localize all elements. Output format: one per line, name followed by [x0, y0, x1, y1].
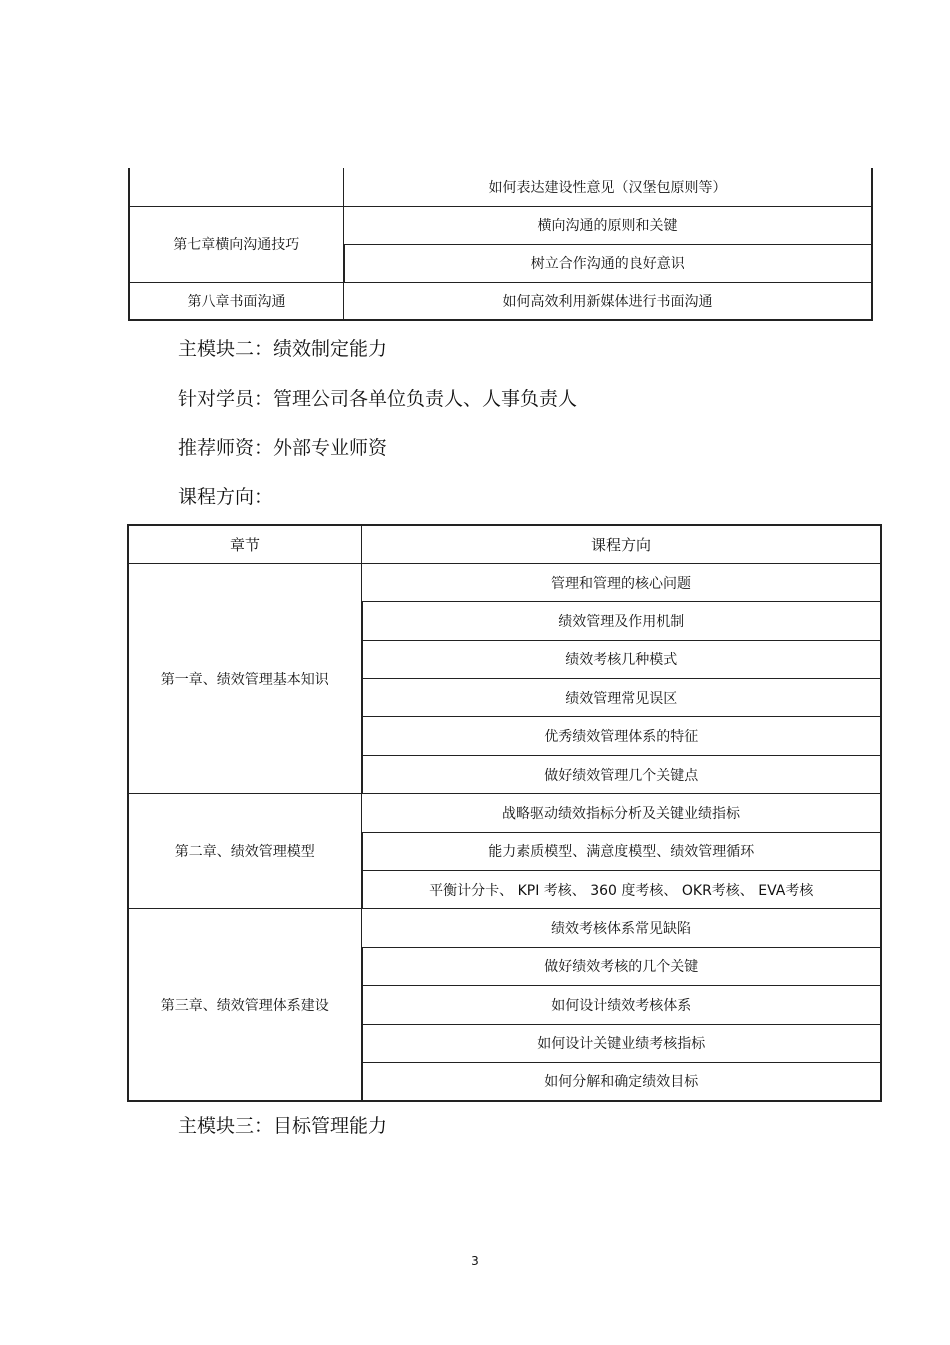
topic-cell: 如何表达建设性意见（汉堡包原则等） — [344, 168, 873, 206]
module-2-title: 主模块二：绩效制定能力 — [178, 338, 388, 360]
module-3-title: 主模块三：目标管理能力 — [178, 1115, 388, 1137]
table-header-row — [128, 525, 881, 563]
column-header-direction: 课程方向 — [362, 525, 882, 563]
topic-cell: 如何分解和确定绩效目标 — [362, 1062, 882, 1100]
column-header-chapter: 章节 — [128, 525, 362, 563]
course-table-module-2 — [127, 524, 882, 1102]
module-2-audience: 针对学员：管理公司各单位负责人、人事负责人 — [178, 388, 578, 410]
topic-cell: 平衡计分卡、 KPI 考核、 360 度考核、 OKR考核、 EVA考核 — [362, 871, 882, 909]
topic-cell: 绩效考核几种模式 — [362, 640, 882, 678]
table-row — [129, 282, 872, 320]
table-row — [129, 206, 872, 244]
table-row — [128, 794, 881, 832]
topic-cell: 战略驱动绩效指标分析及关键业绩指标 — [362, 794, 882, 832]
module-2-direction-label: 课程方向： — [178, 486, 274, 508]
topic-cell: 做好绩效考核的几个关键 — [362, 947, 882, 985]
topic-cell: 做好绩效管理几个关键点 — [362, 755, 882, 793]
table-row — [129, 168, 872, 206]
topic-cell: 横向沟通的原则和关键 — [344, 206, 873, 244]
topic-cell: 如何设计关键业绩考核指标 — [362, 1024, 882, 1062]
topic-cell: 如何设计绩效考核体系 — [362, 986, 882, 1024]
topic-cell: 绩效考核体系常见缺陷 — [362, 909, 882, 947]
topic-cell: 优秀绩效管理体系的特征 — [362, 717, 882, 755]
page-number: 3 — [471, 1254, 479, 1268]
chapter-cell — [129, 168, 344, 206]
chapter-cell: 第七章横向沟通技巧 — [129, 206, 344, 282]
topic-cell: 树立合作沟通的良好意识 — [344, 244, 873, 282]
topic-cell: 能力素质模型、满意度模型、绩效管理循环 — [362, 832, 882, 870]
table-row — [128, 909, 881, 947]
chapter-cell: 第二章、绩效管理模型 — [128, 794, 362, 909]
topic-cell: 管理和管理的核心问题 — [362, 563, 882, 601]
topic-cell: 如何高效利用新媒体进行书面沟通 — [344, 282, 873, 320]
module-2-teachers: 推荐师资：外部专业师资 — [178, 437, 388, 459]
chapter-cell: 第三章、绩效管理体系建设 — [128, 909, 362, 1101]
topic-cell: 绩效管理及作用机制 — [362, 602, 882, 640]
topic-cell: 绩效管理常见误区 — [362, 679, 882, 717]
chapter-cell: 第八章书面沟通 — [129, 282, 344, 320]
chapter-cell: 第一章、绩效管理基本知识 — [128, 563, 362, 793]
table-row — [128, 563, 881, 601]
course-table-part-1 — [128, 168, 873, 321]
